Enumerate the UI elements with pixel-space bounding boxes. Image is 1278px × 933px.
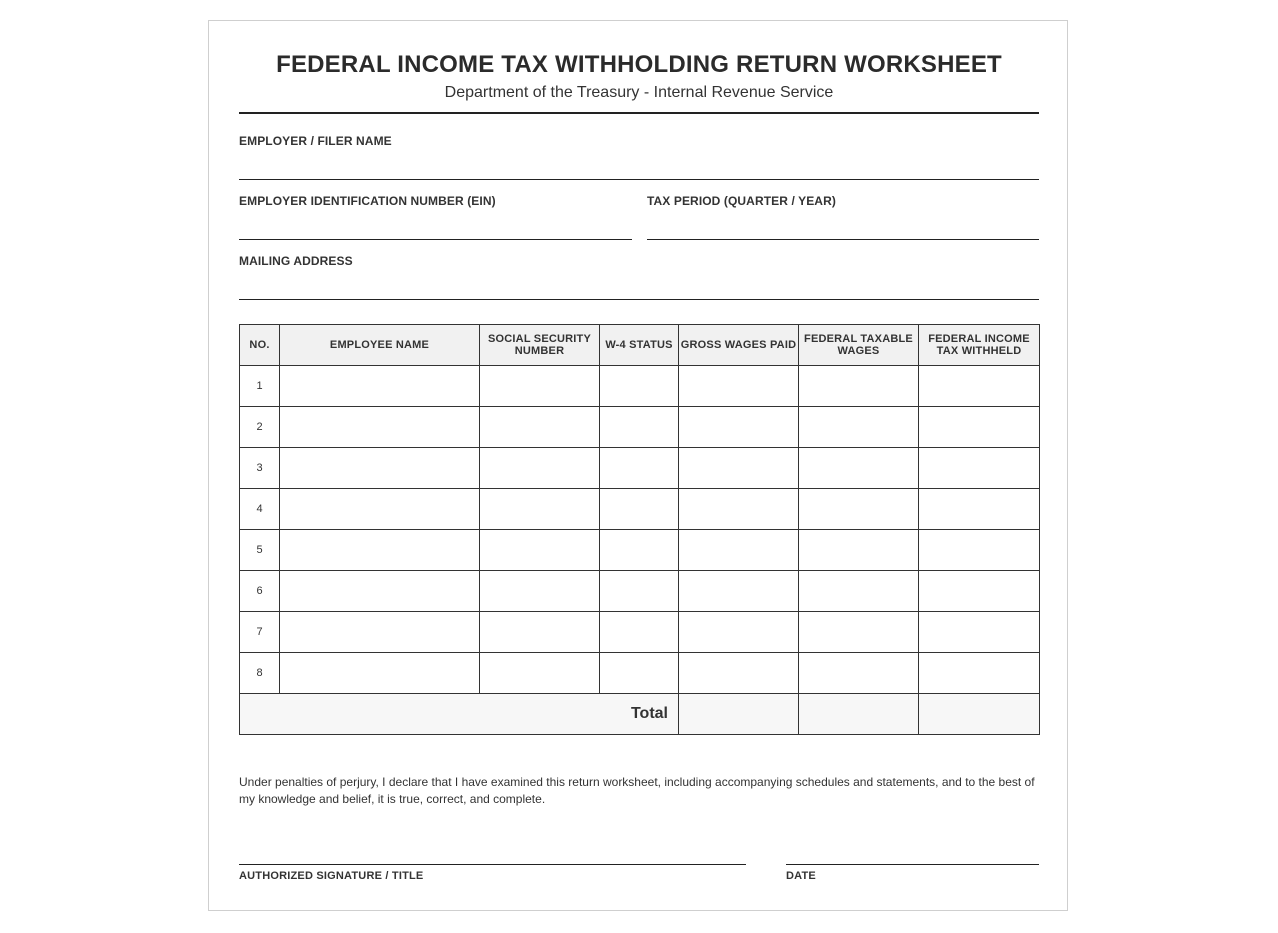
row-number: 1: [240, 366, 280, 407]
mailing-address-label: MAILING ADDRESS: [239, 254, 353, 268]
table-row: [240, 653, 1040, 694]
w4-status-cell[interactable]: [600, 366, 679, 407]
w4-status-cell[interactable]: [600, 407, 679, 448]
header-tax-withheld: FEDERAL INCOME TAX WITHHELD: [919, 325, 1040, 366]
taxable-wages-cell[interactable]: [799, 489, 919, 530]
row-number: 8: [240, 653, 280, 694]
employer-name-label: EMPLOYER / FILER NAME: [239, 134, 392, 148]
w4-status-cell[interactable]: [600, 612, 679, 653]
w4-status-cell[interactable]: [600, 653, 679, 694]
employer-name-field[interactable]: [239, 134, 1039, 180]
taxable-wages-cell[interactable]: [799, 448, 919, 489]
w4-status-cell[interactable]: [600, 448, 679, 489]
total-gross-wages-cell[interactable]: [679, 694, 799, 735]
tax-withheld-cell[interactable]: [919, 489, 1040, 530]
gross-wages-cell[interactable]: [679, 407, 799, 448]
employee-name-cell[interactable]: [280, 366, 480, 407]
ssn-cell[interactable]: [480, 448, 600, 489]
row-number: 3: [240, 448, 280, 489]
row-number: 7: [240, 612, 280, 653]
ssn-cell[interactable]: [480, 489, 600, 530]
taxable-wages-cell[interactable]: [799, 530, 919, 571]
header-taxable-wages: FEDERAL TAXABLE WAGES: [799, 325, 919, 366]
tax-withheld-cell[interactable]: [919, 653, 1040, 694]
ssn-cell[interactable]: [480, 571, 600, 612]
row-number: 4: [240, 489, 280, 530]
gross-wages-cell[interactable]: [679, 448, 799, 489]
taxable-wages-cell[interactable]: [799, 366, 919, 407]
ein-field[interactable]: [239, 194, 632, 240]
title-divider: [239, 112, 1039, 114]
date-line[interactable]: [786, 864, 1039, 865]
total-tax-withheld-cell[interactable]: [919, 694, 1040, 735]
header-w4-status: W-4 STATUS: [600, 325, 679, 366]
gross-wages-cell[interactable]: [679, 653, 799, 694]
employee-name-cell[interactable]: [280, 448, 480, 489]
mailing-address-field[interactable]: [239, 254, 1039, 300]
w4-status-cell[interactable]: [600, 530, 679, 571]
employee-name-cell[interactable]: [280, 571, 480, 612]
date-label: DATE: [786, 870, 816, 882]
row-number: 5: [240, 530, 280, 571]
employee-name-cell[interactable]: [280, 653, 480, 694]
w4-status-cell[interactable]: [600, 489, 679, 530]
gross-wages-cell[interactable]: [679, 489, 799, 530]
taxable-wages-cell[interactable]: [799, 407, 919, 448]
withholding-table: [239, 324, 1040, 735]
employee-name-cell[interactable]: [280, 612, 480, 653]
row-number: 2: [240, 407, 280, 448]
taxable-wages-cell[interactable]: [799, 653, 919, 694]
worksheet-page: [208, 20, 1068, 911]
table-row: [240, 571, 1040, 612]
header-no: NO.: [240, 325, 280, 366]
ein-label: EMPLOYER IDENTIFICATION NUMBER (EIN): [239, 194, 496, 208]
table-row: [240, 407, 1040, 448]
gross-wages-cell[interactable]: [679, 571, 799, 612]
tax-period-field[interactable]: [647, 194, 1039, 240]
table-row: [240, 530, 1040, 571]
w4-status-cell[interactable]: [600, 571, 679, 612]
header-employee-name: EMPLOYEE NAME: [280, 325, 480, 366]
signature-line[interactable]: [239, 864, 746, 865]
taxable-wages-cell[interactable]: [799, 571, 919, 612]
employee-name-cell[interactable]: [280, 489, 480, 530]
table-header-row: [240, 325, 1040, 366]
tax-withheld-cell[interactable]: [919, 530, 1040, 571]
header-gross-wages: GROSS WAGES PAID: [679, 325, 799, 366]
ssn-cell[interactable]: [480, 366, 600, 407]
table-row: [240, 448, 1040, 489]
header-ssn: SOCIAL SECURITY NUMBER: [480, 325, 600, 366]
tax-withheld-cell[interactable]: [919, 407, 1040, 448]
total-row: [240, 694, 1040, 735]
gross-wages-cell[interactable]: [679, 366, 799, 407]
gross-wages-cell[interactable]: [679, 530, 799, 571]
table-row: [240, 489, 1040, 530]
employee-name-cell[interactable]: [280, 407, 480, 448]
row-number: 6: [240, 571, 280, 612]
ssn-cell[interactable]: [480, 530, 600, 571]
ssn-cell[interactable]: [480, 612, 600, 653]
ssn-cell[interactable]: [480, 407, 600, 448]
taxable-wages-cell[interactable]: [799, 612, 919, 653]
tax-withheld-cell[interactable]: [919, 448, 1040, 489]
form-subtitle: Department of the Treasury - Internal Revenue Service: [444, 84, 834, 101]
tax-withheld-cell[interactable]: [919, 571, 1040, 612]
tax-period-label: TAX PERIOD (QUARTER / YEAR): [647, 194, 836, 208]
signature-label: AUTHORIZED SIGNATURE / TITLE: [239, 870, 424, 882]
ssn-cell[interactable]: [480, 653, 600, 694]
tax-withheld-cell[interactable]: [919, 612, 1040, 653]
gross-wages-cell[interactable]: [679, 612, 799, 653]
employee-name-cell[interactable]: [280, 530, 480, 571]
table-row: [240, 366, 1040, 407]
total-taxable-wages-cell[interactable]: [799, 694, 919, 735]
tax-withheld-cell[interactable]: [919, 366, 1040, 407]
table-row: [240, 612, 1040, 653]
form-title: FEDERAL INCOME TAX WITHHOLDING RETURN WORKSHEET: [276, 51, 1002, 78]
total-label: Total: [240, 694, 679, 735]
perjury-declaration: Under penalties of perjury, I declare that I have examined this return worksheet, including accompanying schedules and statements, and to the best of my knowledge and belief, it is true, correct, and complete.: [239, 775, 1035, 806]
